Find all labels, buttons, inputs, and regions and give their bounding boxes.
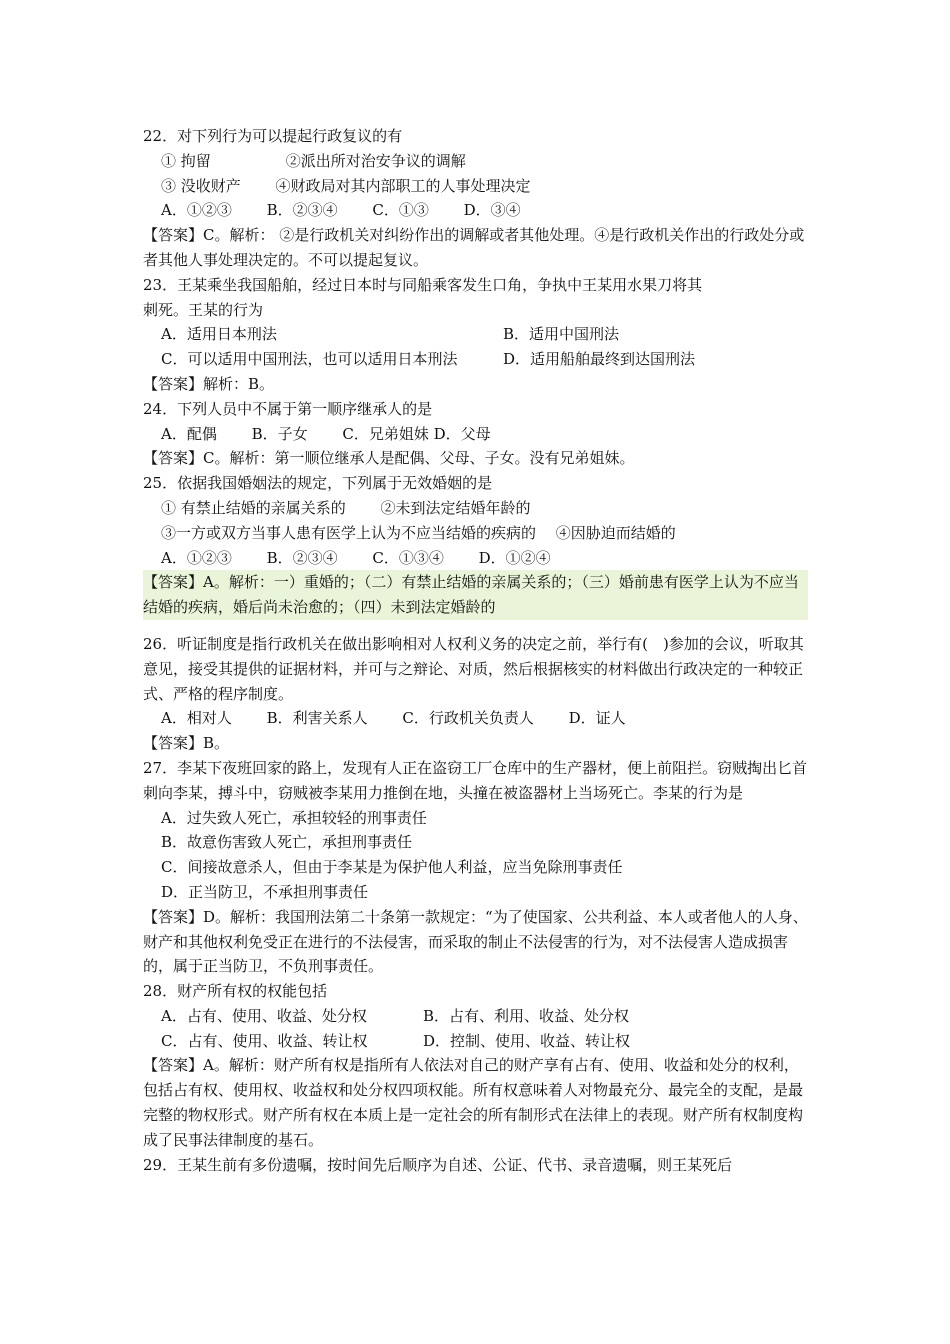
question-28-option-c: C．占有、使用、收益、转让权 xyxy=(161,1031,368,1050)
paragraph-gap xyxy=(143,620,808,632)
question-24-stem: 24．下列人员中不属于第一顺序继承人的是 xyxy=(143,399,433,418)
question-24-options: A．配偶 B．子女 C．兄弟姐妹 D．父母 xyxy=(161,424,491,443)
question-25-item-1: ① 有禁止结婚的亲属关系的 ②未到法定结婚年龄的 xyxy=(161,498,531,517)
question-25-answer: 【答案】A。解析：一）重婚的；（二）有禁止结婚的亲属关系的；（三）婚前患有医学上认为不应当结婚的疾病，婚后尚未治愈的；（四）未到法定婚龄的 xyxy=(143,570,808,620)
question-25-item-2: ③一方或双方当事人患有医学上认为不应当结婚的疾病的 ④因胁迫而结婚的 xyxy=(161,523,676,542)
question-28-option-d: D．控制、使用、收益、转让权 xyxy=(423,1031,631,1050)
question-28-options-row-1 xyxy=(143,1004,808,1029)
question-25-stem: 25．依据我国婚姻法的规定，下列属于无效婚姻的是 xyxy=(143,474,493,493)
question-22-stem: 22．对下列行为可以提起行政复议的有 xyxy=(143,127,403,145)
question-28-answer: 【答案】A。解析：财产所有权是指所有人依法对自己的财产享有占有、使用、收益和处分的权利，包括占有权、使用权、收益权和处分权四项权能。所有权意味着人对物最充分、最完全的支配，是最完整的物权形式。财产所有权在本质上是一定社会的所有制形式在法律上的表现。财产所有权制度构成了民事法律制度的基石。 xyxy=(143,1056,804,1149)
question-28-option-b: B．占有、利用、收益、处分权 xyxy=(423,1006,630,1025)
question-27-option-d: D．正当防卫，不承担刑事责任 xyxy=(161,882,369,901)
question-23-option-b: B．适用中国刑法 xyxy=(503,325,620,344)
question-28-options-row-2 xyxy=(143,1029,808,1054)
question-28-option-a: A．占有、使用、收益、处分权 xyxy=(161,1006,367,1025)
question-26-answer: 【答案】B。 xyxy=(143,734,230,753)
question-26-stem: 26．听证制度是指行政机关在做出影响相对人权利义务的决定之前，举行有( )参加的会议，听取其意见，接受其提供的证据材料，并可与之辩论、对质，然后根据核实的材料做出行政决定的一种较正式、严格的程序制度。 xyxy=(143,634,804,703)
question-23-option-d: D．适用船舶最终到达国刑法 xyxy=(503,350,696,369)
question-22-answer: 【答案】C。解析： ②是行政机关对纠纷作出的调解或者其他处理。④是行政机关作出的行政处分或者其他人事处理决定的。不可以提起复议。 xyxy=(143,226,805,269)
question-22-item-2: ③ 没收财产 ④财政局对其内部职工的人事处理决定 xyxy=(161,176,531,195)
question-23-answer: 【答案】解析：B。 xyxy=(143,374,275,393)
question-23-options-row-1 xyxy=(143,322,808,347)
question-23-option-a: A．适用日本刑法 xyxy=(161,325,277,344)
question-26-options: A．相对人 B．利害关系人 C．行政机关负责人 D．证人 xyxy=(161,709,626,728)
question-25-options: A．①②③ B．②③④ C．①③④ D．①②④ xyxy=(161,548,551,567)
question-29-stem: 29．王某生前有多份遗嘱，按时间先后顺序为自述、公证、代书、录音遗嘱，则王某死后 xyxy=(143,1155,733,1174)
question-23-stem-line-1: 23．王某乘坐我国船舶，经过日本时与同船乘客发生口角，争执中王某用水果刀将其 xyxy=(143,275,703,294)
question-22-item-1: ① 拘留 ②派出所对治安争议的调解 xyxy=(161,151,466,170)
question-28-stem: 28．财产所有权的权能包括 xyxy=(143,982,328,1001)
question-27-option-a: A．过失致人死亡，承担较轻的刑事责任 xyxy=(161,808,427,827)
document-page xyxy=(143,124,808,1177)
question-27-stem: 27．李某下夜班回家的路上，发现有人正在盗窃工厂仓库中的生产器材，便上前阻拦。窃贼掏出匕首刺向李某，搏斗中，窃贼被李某用力推倒在地，头撞在被盗器材上当场死亡。李某的行为是 xyxy=(143,758,808,802)
question-27-option-c: C．间接故意杀人，但由于李某是为保护他人利益，应当免除刑事责任 xyxy=(161,858,623,877)
question-23-option-c: C．可以适用中国刑法，也可以适用日本刑法 xyxy=(161,350,458,369)
question-23-stem-line-2: 刺死。王某的行为 xyxy=(143,300,264,319)
question-27-option-b: B．故意伤害致人死亡，承担刑事责任 xyxy=(161,833,413,852)
question-24-answer: 【答案】C。解析：第一顺位继承人是配偶、父母、子女。没有兄弟姐妹。 xyxy=(143,449,635,468)
question-23-options-row-2 xyxy=(143,347,808,372)
question-22-options: A．①②③ B．②③④ C．①③ D．③④ xyxy=(161,201,521,220)
question-27-answer: 【答案】D。解析：我国刑法第二十条第一款规定：“为了使国家、公共利益、本人或者他人的人身、财产和其他权利免受正在进行的不法侵害，而采取的制止不法侵害的行为，对不法侵害人造成损害的，属于正当防卫，不负刑事责任。 xyxy=(143,907,808,976)
